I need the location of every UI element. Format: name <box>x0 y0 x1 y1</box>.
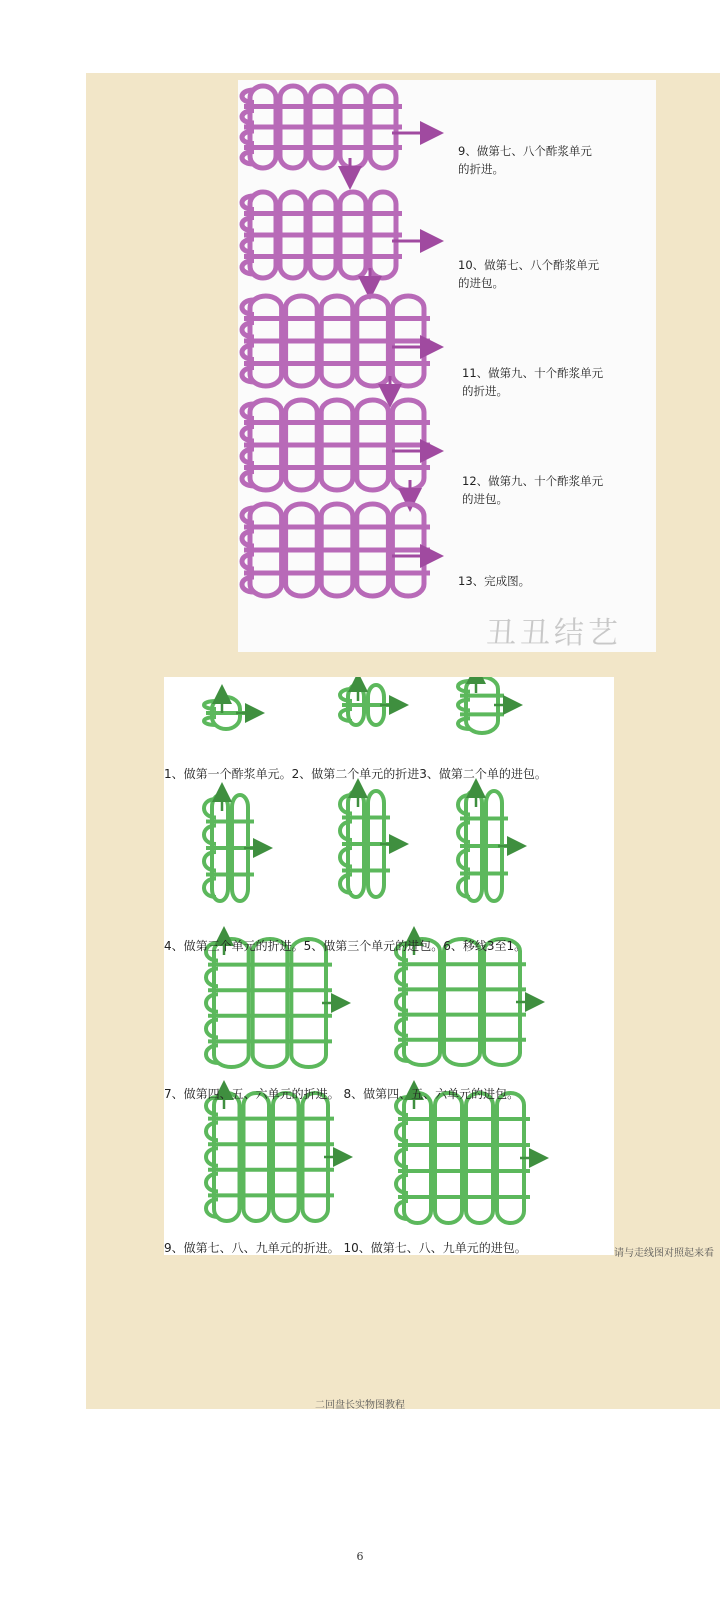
green-knot-block <box>206 1093 334 1221</box>
pink-step-11: 11、做第九、十个酢浆单元 的折进。 <box>462 366 604 398</box>
green-knot-block <box>396 1093 530 1223</box>
green-caption-row-1: 1、做第一个酢浆单元。2、做第二个单元的折进3、做第二个单的进包。 <box>164 767 547 781</box>
pink-knot-block <box>242 86 402 168</box>
side-note: 请与走线图对照起来看 <box>614 1248 714 1259</box>
green-knot-loop <box>435 1093 462 1223</box>
green-knot-loop <box>253 939 288 1067</box>
pink-step-12: 12、做第九、十个酢浆单元 的进包。 <box>462 474 604 506</box>
green-knot-loop <box>444 939 480 1065</box>
green-caption-row-3: 7、做第四、五、六单元的折进。 8、做第四、五、六单元的进包。 <box>164 1087 520 1101</box>
green-knot-side-loop <box>340 709 352 721</box>
green-knot-block <box>396 939 526 1065</box>
pink-step-10: 10、做第七、八个酢浆单元 的进包。 <box>458 258 600 290</box>
green-knot-loop <box>244 1093 270 1221</box>
green-knot-block <box>206 939 332 1067</box>
green-caption-row-2: 4、做第三个单元的折进。5、做第三个单元的进包。6、移线3至1。 <box>164 939 527 953</box>
green-knot-figure <box>164 677 614 1255</box>
pink-knot-block <box>242 296 430 386</box>
pink-knot-block <box>242 504 430 596</box>
green-knot-loop <box>273 1093 299 1221</box>
green-knot-side-loop <box>340 689 352 701</box>
green-caption-row-4: 9、做第七、八、九单元的折进。 10、做第七、八、九单元的进包。 <box>164 1241 527 1255</box>
pink-step-9: 9、做第七、八个酢浆单元 的折进。 <box>458 144 592 176</box>
green-knot-loop <box>497 1093 524 1223</box>
green-knot-loop <box>214 1093 240 1221</box>
green-knot-loop <box>214 939 249 1067</box>
figure-title: 二回盘长实物图教程 <box>315 1400 405 1411</box>
green-knot-loop <box>484 939 520 1065</box>
green-knot-drawing <box>164 677 614 1255</box>
green-knot-loop <box>466 1093 493 1223</box>
page-number: 6 <box>356 1550 364 1563</box>
pink-step-13: 13、完成图。 <box>458 574 531 588</box>
green-knot-loop <box>404 939 440 1065</box>
green-knot-loop <box>466 677 498 733</box>
watermark-text: 丑丑结艺 <box>486 616 622 651</box>
green-knot-loop <box>291 939 326 1067</box>
pink-knot-block <box>242 192 402 278</box>
green-knot-loop <box>404 1093 431 1223</box>
pink-knot-figure <box>238 80 656 652</box>
pink-knot-block <box>242 400 430 490</box>
